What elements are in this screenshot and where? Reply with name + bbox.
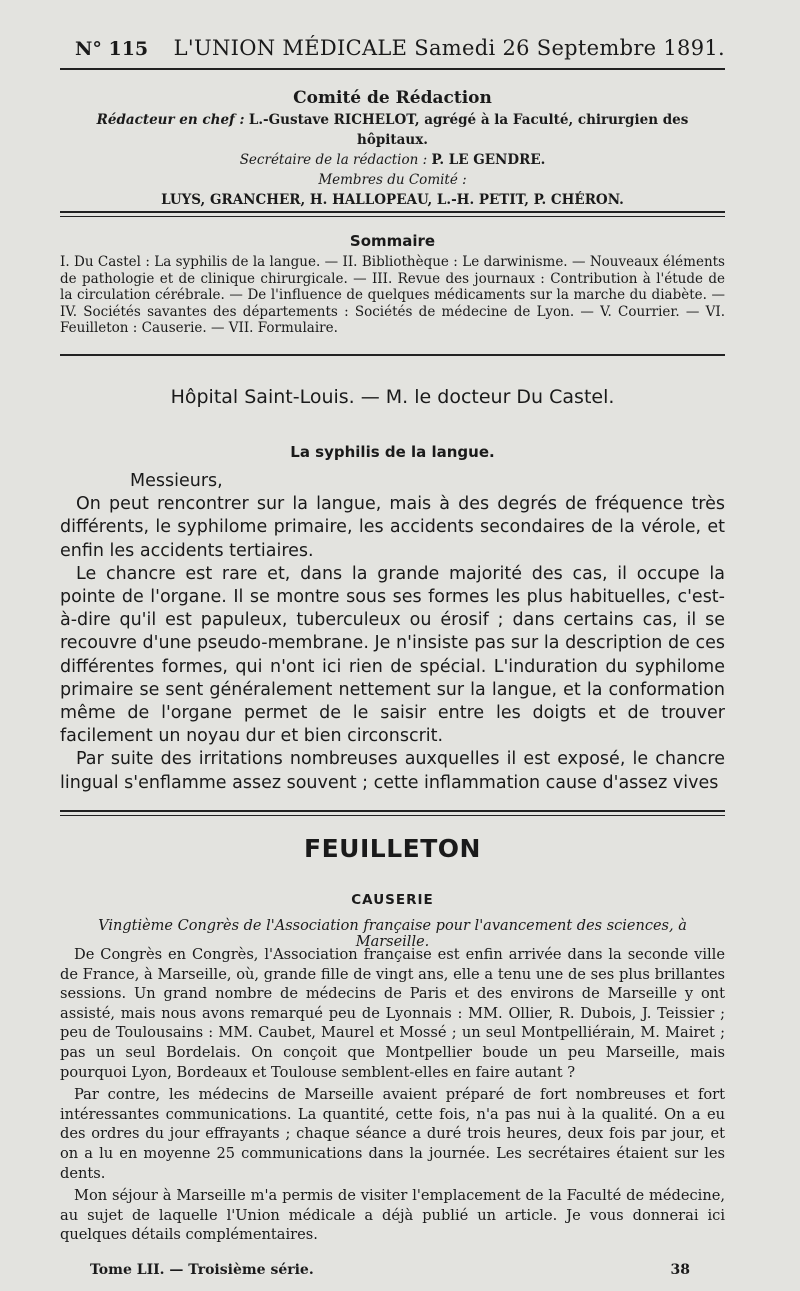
header-rule bbox=[60, 68, 725, 70]
secretaire-name: P. LE GENDRE. bbox=[431, 152, 546, 168]
salutation: Messieurs, bbox=[130, 471, 223, 491]
comite-title: Comité de Rédaction bbox=[293, 88, 492, 108]
sommaire-block bbox=[60, 232, 725, 337]
feuilleton-subtitle: Vingtième Congrès de l'Association française pour l'avancement des sciences, à Marseille. bbox=[98, 918, 687, 950]
redacteur-label: Rédacteur en chef : bbox=[96, 112, 245, 128]
article-subtitle: La syphilis de la langue. bbox=[290, 443, 495, 461]
footer-volume: Tome LII. — Troisième série. bbox=[90, 1262, 314, 1278]
article-paragraph: Le chancre est rare et, dans la grande majorité des cas, il occupe la pointe de l'organe. Il se montre sous ses formes les plus habituelles, c'est-à-dire qu'il est papuleux, tuberculeux ou érosif ; dans certains cas, il se recouvre d'une pseudo-membrane. Je n'insiste pas sur la description de ces différentes formes, qui n'ont ici rien de spécial. L'induration du syphilome primaire se sent généralement nettement sur la langue, et la conformation même de l'organe permet de le saisir entre les doigts et de trouver facilement un noyau dur et bien circonscrit. bbox=[60, 563, 725, 747]
article-heading-block bbox=[60, 386, 725, 408]
comite-rule-1 bbox=[60, 211, 725, 213]
feuilleton-rule-2 bbox=[60, 815, 725, 816]
article-body bbox=[60, 470, 725, 795]
feuilleton-title: FEUILLETON bbox=[304, 834, 481, 863]
page-number: 38 bbox=[670, 1262, 690, 1278]
article-subtitle-block bbox=[60, 443, 725, 461]
redacteur-line bbox=[60, 110, 725, 150]
membres-list: LUYS, GRANCHER, H. HALLOPEAU, L.-H. PETIT, P. CHÉRON. bbox=[161, 192, 624, 208]
issue-number: N° 115 bbox=[75, 38, 149, 60]
causerie-block bbox=[60, 892, 725, 908]
feuilleton-paragraph: De Congrès en Congrès, l'Association française est enfin arrivée dans la seconde ville de France, à Marseille, où, grande fille de vingt ans, elle a tenu une de ses plus brillantes sessions. Un grand nombre de médecins de Paris et des environs de Marseille y ont assisté, mais nous avons remarqué peu de Lyonnais : MM. Ollier, R. Dubois, J. Teissier ; peu de Toulousains : MM. Caubet, Maurel et Mossé ; un seul Montpelliérain, M. Mairet ; pas un seul Bordelais. On conçoit que Montpellier boude un peu Marseille, mais pourquoi Lyon, Bordeaux et Toulouse semblent-elles en faire autant ? bbox=[60, 946, 725, 1081]
sommaire-text: I. Du Castel : La syphilis de la langue. — II. Bibliothèque : Le darwinisme. — Nouveaux éléments de pathologie et de clinique chirurgicale. — III. Revue des journaux : Contribution à l'étude de la circulation cérébrale. — De l'influence de quelques médicaments sur la marche du diabète. — IV. Sociétés savantes des départements : Sociétés de médecine de Lyon. — V. Courrier. — VI. Feuilleton : Causerie. — VII. Formulaire. bbox=[60, 254, 725, 336]
sommaire-rule bbox=[60, 354, 725, 356]
article-heading: Hôpital Saint-Louis. — M. le docteur Du Castel. bbox=[170, 386, 615, 408]
causerie-title: CAUSERIE bbox=[351, 892, 434, 908]
comite-block bbox=[60, 88, 725, 210]
secretaire-line bbox=[60, 150, 725, 170]
feuilleton-body bbox=[60, 945, 725, 1248]
feuilleton-paragraph: Mon séjour à Marseille m'a permis de visiter l'emplacement de la Faculté de médecine, au sujet de laquelle l'Union médicale a déjà publié un article. Je vous donnerai ici quelques détails complémentaires. bbox=[60, 1187, 725, 1244]
comite-rule-2 bbox=[60, 216, 725, 217]
secretaire-label: Secrétaire de la rédaction : bbox=[239, 152, 428, 168]
membres-label: Membres du Comité : bbox=[318, 172, 467, 188]
redacteur-name: L.-Gustave RICHELOT, agrégé à la Faculté, chirurgien des hôpitaux. bbox=[248, 112, 689, 148]
journal-title: L'UNION MÉDICALE Samedi 26 Septembre 1891. bbox=[173, 36, 725, 60]
page-header bbox=[75, 36, 725, 66]
article-paragraph: Par suite des irritations nombreuses auxquelles il est exposé, le chancre lingual s'enflamme assez souvent ; cette inflammation cause d'assez vives bbox=[60, 749, 725, 793]
feuilleton-title-block bbox=[60, 834, 725, 863]
sommaire-title: Sommaire bbox=[349, 232, 436, 250]
feuilleton-rule-1 bbox=[60, 810, 725, 812]
feuilleton-paragraph: Par contre, les médecins de Marseille avaient préparé de fort nombreuses et fort intéressantes communications. La quantité, cette fois, n'a pas nui à la qualité. On a eu des ordres du jour effrayants ; chaque séance a duré trois heures, deux fois par jour, et on a lu en moyenne 25 communications dans la journée. Les secrétaires étaient sur les dents. bbox=[60, 1086, 725, 1182]
article-paragraph: On peut rencontrer sur la langue, mais à des degrés de fréquence très différents, le syphilome primaire, les accidents secondaires de la vérole, et enfin les accidents tertiaires. bbox=[60, 494, 725, 561]
